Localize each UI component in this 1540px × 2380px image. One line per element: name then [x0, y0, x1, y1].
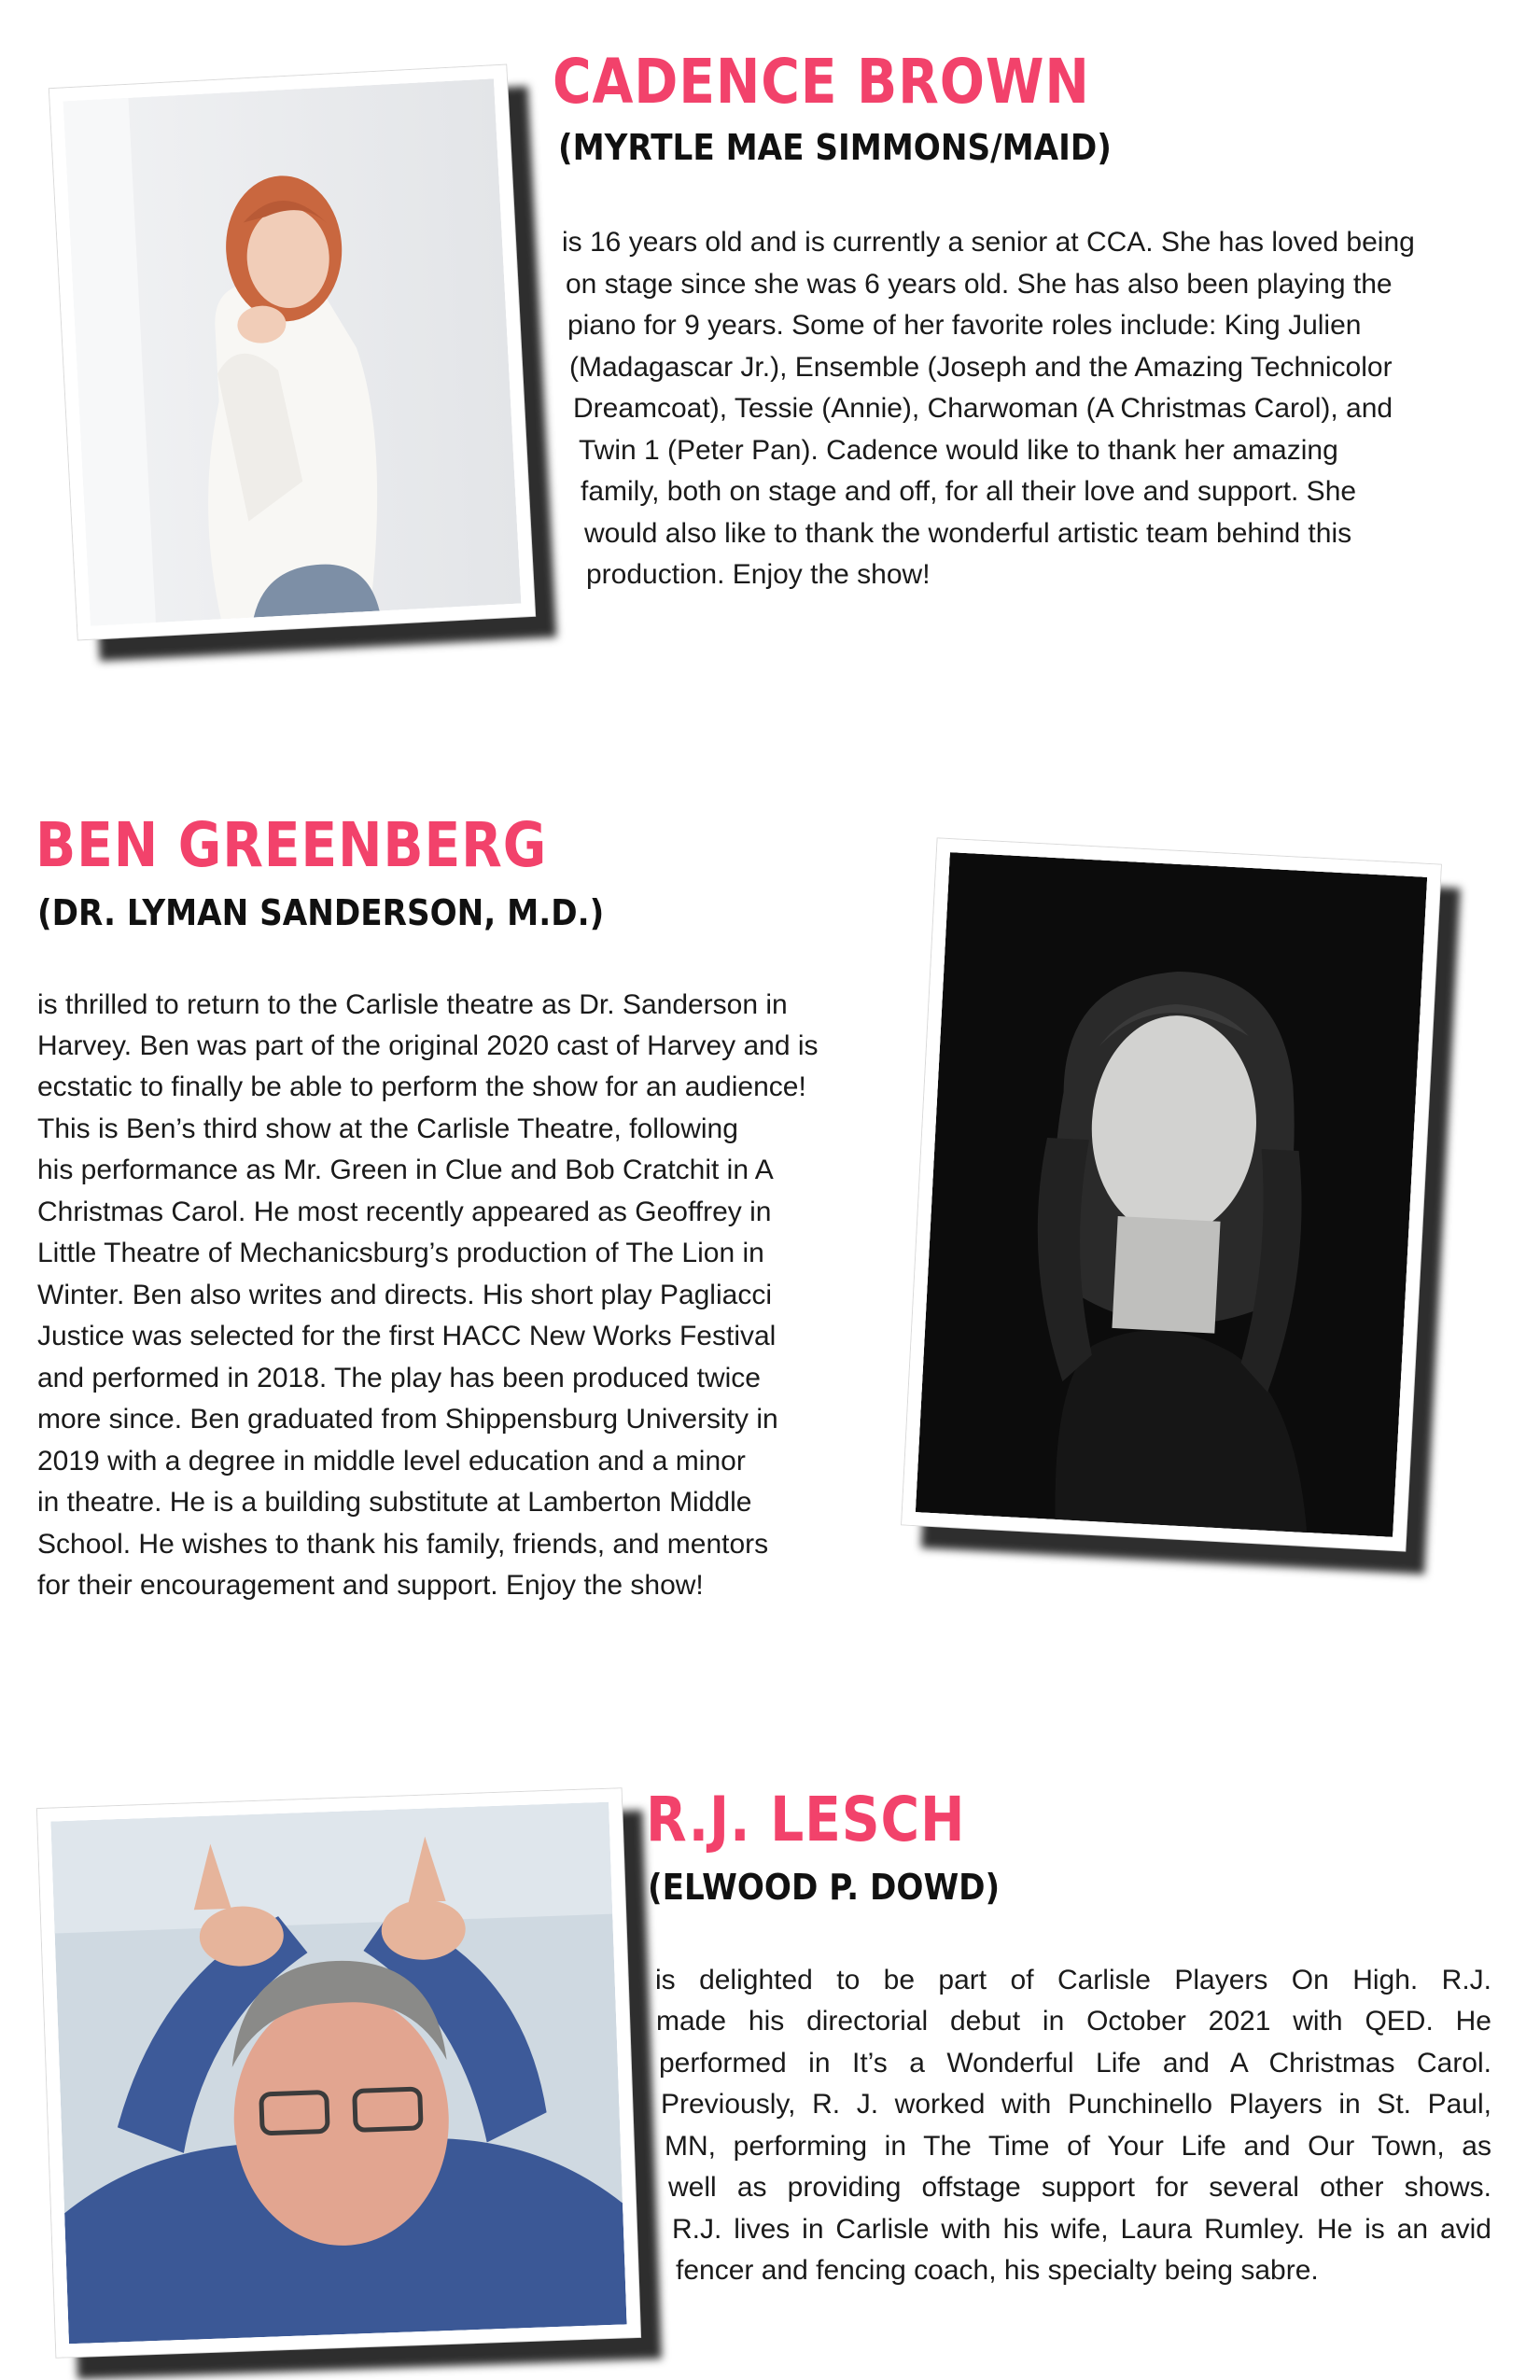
bio-line: Christmas Carol. He most recently appeared as Geoffrey in [37, 1197, 772, 1227]
bio-line: his performance as Mr. Green in Clue and Bob Cratchit in A [37, 1155, 774, 1185]
bio-line: piano for 9 years. Some of her favorite roles include: King Julien [567, 310, 1362, 341]
bio-line: ecstatic to finally be able to perform the show for an audience! [37, 1071, 806, 1102]
bio-line: 2019 with a degree in middle level education and a minor [37, 1446, 746, 1477]
rj-lesch-photo [37, 1788, 640, 2357]
bio-line: Winter. Ben also writes and directs. His short play Pagliacci [37, 1280, 772, 1310]
bio-line: Dreamcoat), Tessie (Annie), Charwoman (A Christmas Carol), and [573, 393, 1393, 424]
bio-line: production. Enjoy the show! [586, 559, 931, 590]
bio-line: family, both on stage and off, for all their love and support. She [581, 476, 1357, 507]
bio-line: performed in It’s a Wonderful Life and A Christmas Carol. [659, 2048, 1491, 2079]
bio-line: would also like to thank the wonderful artistic team behind this [584, 518, 1352, 549]
cadence-brown-name: CADENCE BROWN [553, 46, 1090, 118]
rj-lesch-role: (ELWOOD P. DOWD) [648, 1867, 1001, 1908]
bio-line: Justice was selected for the first HACC New Works Festival [37, 1321, 777, 1351]
bio-line: made his directorial debut in October 2021 with QED. He [656, 2006, 1491, 2037]
cadence-brown-role: (MYRTLE MAE SIMMONS/MAID) [558, 127, 1112, 168]
ben-greenberg-role: (DR. LYMAN SANDERSON, M.D.) [37, 892, 605, 933]
bio-line: R.J. lives in Carlisle with his wife, Laura Rumley. He is an avid [672, 2214, 1491, 2245]
bio-line: School. He wishes to thank his family, friends, and mentors [37, 1529, 769, 1560]
bio-line: for their encouragement and support. Enjoy the show! [37, 1570, 704, 1601]
bio-line: MN, performing in The Time of Your Life and Our Town, as [665, 2131, 1491, 2162]
bio-line: is delighted to be part of Carlisle Players On High. R.J. [655, 1965, 1491, 1995]
bio-line: is 16 years old and is currently a senior at CCA. She has loved being [562, 227, 1415, 258]
ben-greenberg-photo [902, 838, 1441, 1550]
ben-greenberg-name: BEN GREENBERG [35, 809, 548, 881]
bio-line: Little Theatre of Mechanicsburg’s production of The Lion in [37, 1238, 764, 1268]
bio-line: more since. Ben graduated from Shippensburg University in [37, 1404, 778, 1435]
bio-line: Twin 1 (Peter Pan). Cadence would like to thank her amazing [579, 435, 1338, 466]
bio-line: and performed in 2018. The play has been produced twice [37, 1363, 761, 1393]
bio-line: well as providing offstage support for several other shows. [668, 2172, 1491, 2203]
bio-line: Previously, R. J. worked with Punchinello Players in St. Paul, [661, 2089, 1491, 2120]
bio-line: in theatre. He is a building substitute at Lamberton Middle [37, 1487, 752, 1518]
rj-lesch-name: R.J. LESCH [646, 1784, 966, 1855]
bio-line: on stage since she was 6 years old. She has also been playing the [566, 269, 1393, 300]
cadence-brown-photo [49, 65, 535, 640]
bio-line: Harvey. Ben was part of the original 2020 cast of Harvey and is [37, 1030, 819, 1061]
bio-line: fencer and fencing coach, his specialty being sabre. [676, 2255, 1319, 2286]
bio-line: is thrilled to return to the Carlisle theatre as Dr. Sanderson in [37, 989, 788, 1020]
bio-line: This is Ben’s third show at the Carlisle Theatre, following [37, 1113, 738, 1144]
bio-line: (Madagascar Jr.), Ensemble (Joseph and the Amazing Technicolor [569, 352, 1393, 383]
